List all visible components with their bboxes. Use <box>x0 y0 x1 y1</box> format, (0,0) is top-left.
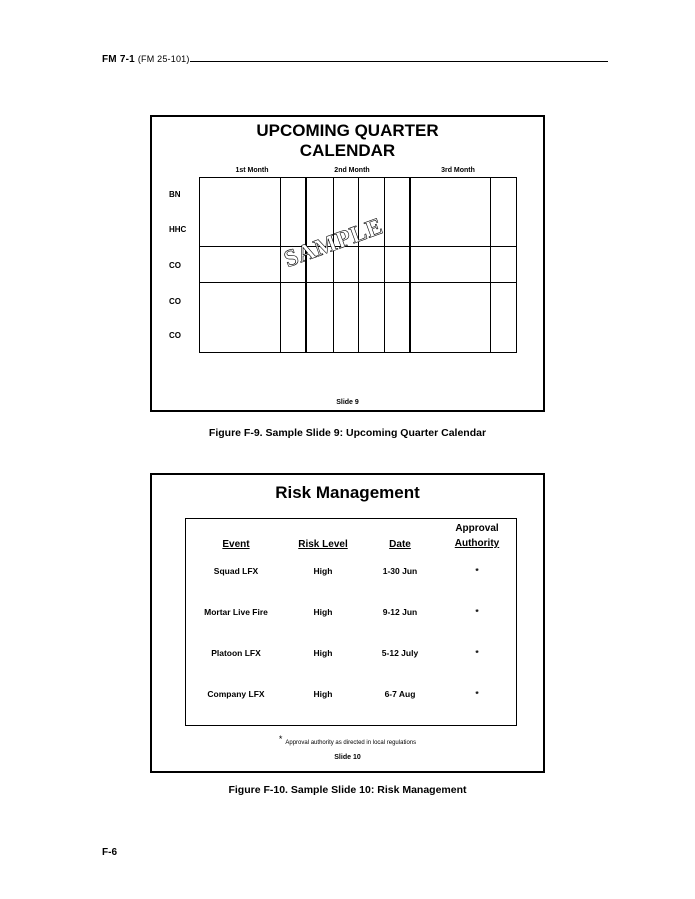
month-1-label <box>212 167 292 174</box>
slide-9-title-line1: UPCOMING QUARTER <box>256 121 439 140</box>
risk-table <box>185 518 517 726</box>
slide-10-risk-management <box>150 473 545 773</box>
sample-stamp: SAMPLE <box>280 213 387 274</box>
col-header-date-text: Date <box>389 539 411 550</box>
cell-approval: * <box>475 607 479 617</box>
slide-9-number: Slide 9 <box>336 399 359 406</box>
cell-date: 6-7 Aug <box>384 689 416 699</box>
slide-10-number: Slide 10 <box>334 754 361 761</box>
month-2-label <box>312 167 392 174</box>
header-rule <box>190 61 608 62</box>
month-1-text: 1st Month <box>235 167 269 174</box>
col-header-risk-text: Risk Level <box>298 539 348 550</box>
manual-id <box>102 54 190 65</box>
month-2-text: 2nd Month <box>334 167 370 174</box>
grid-row-line <box>200 282 516 283</box>
figure-f9-caption: Figure F-9. Sample Slide 9: Upcoming Quarter Calendar <box>208 427 487 439</box>
grid-week-line <box>384 178 385 352</box>
cell-approval: * <box>475 648 479 658</box>
calendar-grid <box>199 177 517 353</box>
col-header-date <box>376 537 424 552</box>
grid-month-divider <box>409 178 411 352</box>
row-label-bn: BN <box>169 190 181 199</box>
cell-risk: High <box>313 566 333 576</box>
row-label-co-3: CO <box>169 331 181 340</box>
slide-10-title: Risk Management <box>275 483 420 502</box>
cell-event: Company LFX <box>207 689 265 699</box>
footnote-text: Approval authority as directed in local regulations <box>285 740 417 746</box>
figure-f10-caption: Figure F-10. Sample Slide 10: Risk Management <box>228 784 467 796</box>
cell-risk: High <box>313 689 333 699</box>
row-label-co-2: CO <box>169 297 181 306</box>
grid-week-line <box>358 178 359 352</box>
row-label-hhc: HHC <box>169 225 187 234</box>
row-label-co-1: CO <box>169 261 181 270</box>
approval-footnote <box>152 734 543 746</box>
col-header-approval-authority <box>440 521 514 551</box>
cell-risk: High <box>313 648 333 658</box>
running-header <box>102 54 608 68</box>
grid-week-line <box>280 178 281 352</box>
cell-risk: High <box>313 607 333 617</box>
footnote-mark: * <box>278 734 283 744</box>
cell-event: Mortar Live Fire <box>204 607 268 617</box>
cell-event: Platoon LFX <box>211 648 261 658</box>
col-header-approval-line1: Approval <box>455 523 499 534</box>
month-3-text: 3rd Month <box>441 167 475 174</box>
cell-date: 1-30 Jun <box>382 566 418 576</box>
col-header-approval-line2: Authority <box>454 538 500 549</box>
manual-alt-number: (FM 25-101) <box>137 54 190 64</box>
slide-9-calendar <box>150 115 545 412</box>
col-header-event-text: Event <box>222 539 250 550</box>
cell-date: 5-12 July <box>381 648 419 658</box>
slide-9-title <box>152 121 543 161</box>
month-3-label <box>418 167 498 174</box>
slide-9-title-line2: CALENDAR <box>299 141 396 160</box>
cell-event: Squad LFX <box>213 566 259 576</box>
col-header-risk-level <box>286 537 360 552</box>
page-number: F-6 <box>102 847 117 858</box>
manual-number: FM 7-1 <box>102 54 135 65</box>
col-header-event <box>206 537 266 552</box>
grid-week-line <box>333 178 334 352</box>
cell-approval: * <box>475 566 479 576</box>
cell-approval: * <box>475 689 479 699</box>
grid-week-line <box>490 178 491 352</box>
cell-date: 9-12 Jun <box>382 607 418 617</box>
